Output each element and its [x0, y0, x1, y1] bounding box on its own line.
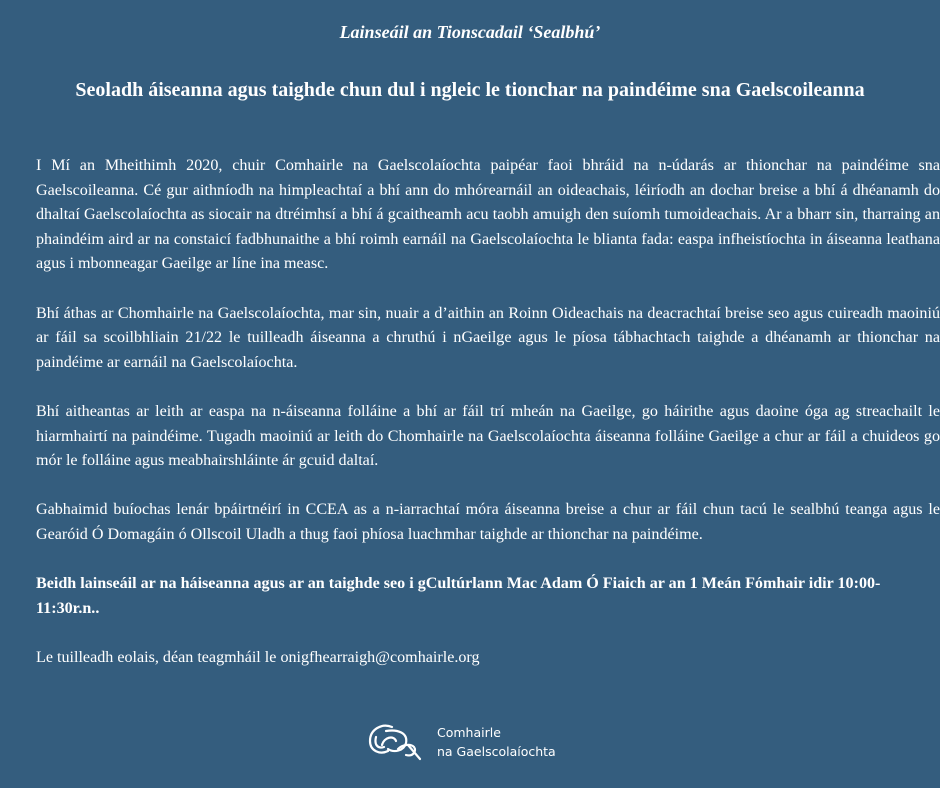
page-title: Seoladh áiseanna agus taighde chun dul i ngleic le tionchar na paindéime sna Gaelscoileanna [75, 79, 865, 101]
logo-line-1: Comhairle [437, 725, 501, 740]
launch-kicker: Lainseáil an Tionscadail ‘Sealbhú’ [339, 22, 601, 42]
contact-line: Le tuilleadh eolais, déan teagmháil le onigfhearraigh@comhairle.org [36, 648, 480, 666]
cng-monogram-icon [364, 719, 424, 763]
logo-line-2: na Gaelscolaíochta [437, 744, 556, 759]
launch-notice: Beidh lainseáil ar na háiseanna agus ar an taighde seo i gCultúrlann Mac Adam Ó Fiaich ar an 1 Meán Fómhair idir 10:00-11:30r.n.. [36, 575, 881, 617]
paragraph-4: Gabhaimid buíochas lenár bpáirtnéirí in CCEA as a n-iarrachtaí móra áiseanna breise a chur ar fáil chun tacú le sealbhú teanga agus le Gearóid Ó Domagáin ó Ollscoil Uladh a thug faoi phíosa luachmhar taighde ar thionchar na paindéime. [36, 501, 940, 543]
article-body [36, 154, 940, 695]
paragraph-1: I Mí an Mheithimh 2020, chuir Comhairle na Gaelscolaíochta paipéar faoi bhráid na n-údarás ar thionchar na paindéime sna Gaelscoileanna. Cé gur aithníodh na himpleachtaí a bhí ann do mhórearnáil an oideachais, léiríodh an dochar breise a bhí á dhéanamh do dhaltaí Gaelscolaíochta as siocair na dtréimhsí a bhí á gcaitheamh acu taobh amuigh den suíomh tumoideachais. Ar a bharr sin, tharraing an phaindéim aird ar na constaicí fadbhunaithe a bhí roimh earnáil na Gaelscolaíochta le blianta fada: easpa infheistíochta in áiseanna leathana agus i mbonneagar Gaeilge ar líne ina measc. [36, 157, 940, 273]
paragraph-2: Bhí áthas ar Chomhairle na Gaelscolaíochta, mar sin, nuair a d’aithin an Roinn Oideachais na deacrachtaí breise seo agus cuireadh maoiniú ar fáil sa scoilbhliain 21/22 le tuilleadh áiseanna a chruthú i nGaeilge agus le píosa tábhachtach taighde a dhéanamh ar thionchar na paindéime ar earnáil na Gaelscolaíochta. [36, 304, 940, 371]
paragraph-3: Bhí aitheantas ar leith ar easpa na n-áiseanna folláine a bhí ar fáil trí mheán na Gaeilge, go háirithe agus daoine óga ag streachailt le hiarmhairtí na paindéime. Tugadh maoiniú ar leith do Chomhairle na Gaelscolaíochta áiseanna folláine Gaeilge a chur ar fáil a chuideos go mór le folláine agus meabhairshláinte ár gcuid daltaí. [36, 402, 940, 470]
logo-wordmark [437, 723, 556, 761]
organization-logo [364, 719, 584, 763]
